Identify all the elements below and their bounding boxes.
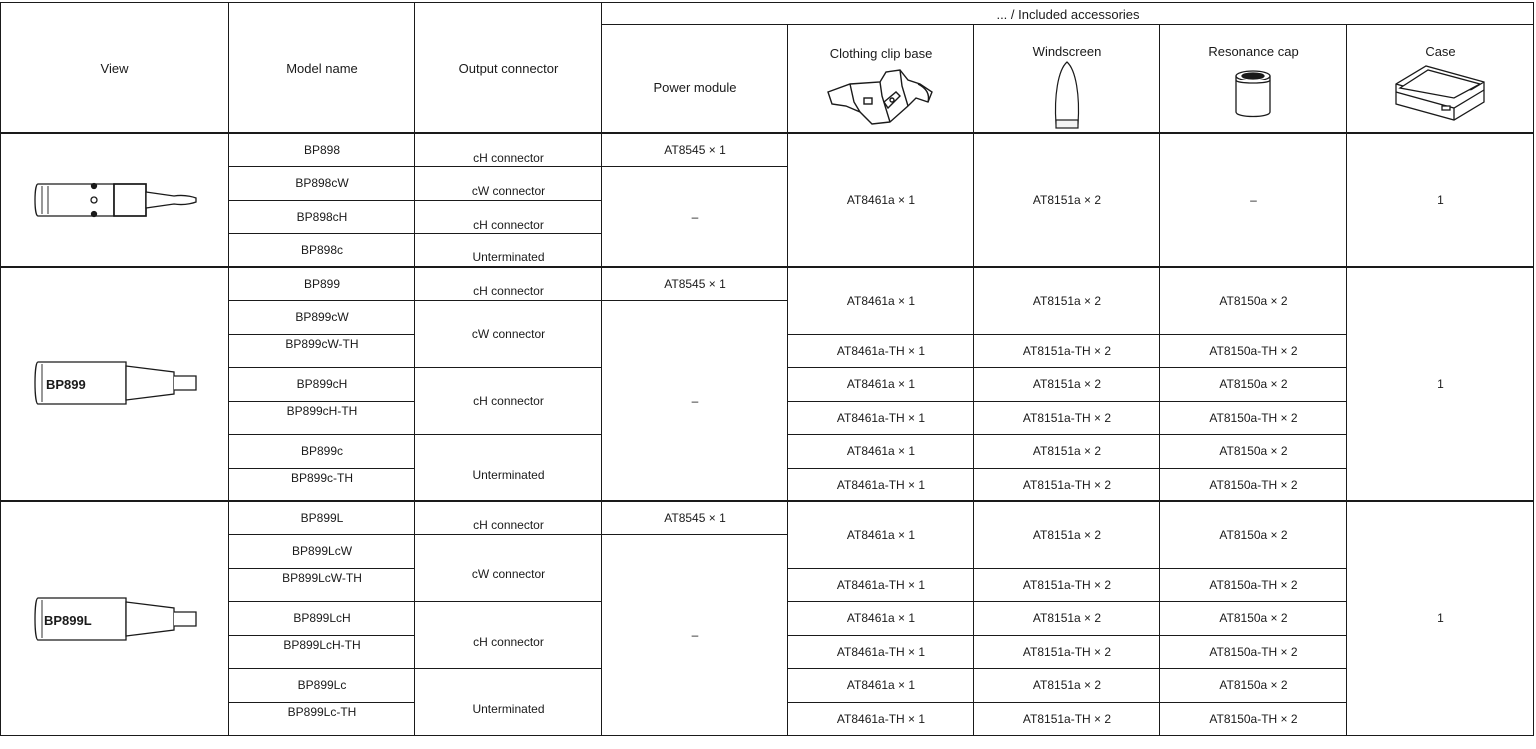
clip-value: AT8461a-TH × 1 [836, 410, 926, 425]
row-divider [228, 233, 602, 234]
power-module: AT8545 × 1 [664, 276, 726, 291]
case-value: 1 [1437, 193, 1444, 207]
power-module: AT8545 × 1 [664, 142, 726, 157]
output-connector: cW connector [471, 184, 546, 198]
row-divider [787, 635, 1347, 636]
clip-value: AT8461a × 1 [846, 377, 916, 391]
clip-value: AT8461a × 1 [846, 193, 916, 207]
windscreen-value: AT8151a-TH × 2 [1022, 477, 1112, 492]
model-name: BP899LcH [293, 611, 351, 625]
microphone-icon [30, 358, 202, 408]
row-divider [787, 468, 1347, 469]
power-module: – [691, 209, 699, 224]
header-power-module: Power module [653, 79, 737, 95]
resonance-value: AT8150a-TH × 2 [1209, 477, 1298, 492]
column-divider [601, 2, 602, 736]
windscreen-value: AT8151a-TH × 2 [1022, 343, 1112, 358]
header-windscreen: Windscreen [1032, 43, 1102, 59]
resonance-value: AT8150a × 2 [1219, 611, 1288, 625]
header-output-connector: Output connector [458, 60, 559, 76]
model-name: BP899c [300, 444, 344, 458]
row-divider [787, 568, 1347, 569]
resonance-value: AT8150a × 2 [1219, 293, 1288, 308]
windscreen-value: AT8151a × 2 [1032, 678, 1102, 692]
clip-value: AT8461a × 1 [846, 444, 916, 458]
model-name: BP898cW [295, 176, 349, 190]
model-name: BP899c-TH [290, 470, 354, 485]
microphone-icon [30, 178, 202, 222]
windscreen-value: AT8151a-TH × 2 [1022, 577, 1112, 592]
output-connector: cH connector [473, 217, 544, 232]
clip-value: AT8461a-TH × 1 [836, 644, 926, 659]
resonance-value: AT8150a × 2 [1219, 377, 1288, 391]
clothing-clip-icon [820, 62, 940, 130]
output-connector: cH connector [473, 634, 544, 649]
row-divider [787, 601, 1347, 602]
windscreen-value: AT8151a × 2 [1032, 193, 1102, 207]
windscreen-value: AT8151a-TH × 2 [1022, 410, 1112, 425]
clip-value: AT8461a-TH × 1 [836, 711, 926, 726]
header-model-name: Model name [286, 60, 358, 76]
clip-value: AT8461a-TH × 1 [836, 477, 926, 492]
model-name: BP899 [303, 276, 341, 291]
windscreen-value: AT8151a × 2 [1032, 444, 1102, 458]
row-divider [228, 401, 415, 402]
clip-value: AT8461a × 1 [846, 527, 916, 542]
output-connector: Unterminated [472, 250, 545, 264]
windscreen-value: AT8151a × 2 [1032, 527, 1102, 542]
header-divider [602, 24, 1534, 25]
output-connector: Unterminated [472, 467, 545, 482]
row-divider [228, 601, 602, 602]
model-name: BP898cH [296, 209, 348, 224]
column-divider [973, 24, 974, 736]
row-divider [787, 401, 1347, 402]
power-module: AT8545 × 1 [664, 510, 726, 525]
clip-value: AT8461a × 1 [846, 611, 916, 625]
row-divider [228, 334, 415, 335]
windscreen-icon [1050, 60, 1084, 132]
header-case: Case [1425, 43, 1456, 59]
model-name: BP899Lc [297, 678, 347, 692]
windscreen-value: AT8151a-TH × 2 [1022, 644, 1112, 659]
row-divider [787, 367, 1347, 368]
output-connector: Unterminated [472, 701, 545, 716]
header-resonance-cap: Resonance cap [1208, 43, 1299, 59]
model-name: BP899cH [296, 377, 348, 391]
output-connector: cH connector [473, 150, 544, 165]
power-module: – [691, 393, 699, 408]
header-view: View [100, 60, 129, 76]
header-included-accessories: ... / Included accessories [996, 6, 1140, 22]
table-border [0, 2, 1534, 3]
row-divider [787, 434, 1347, 435]
model-name: BP899LcH-TH [283, 637, 361, 652]
model-name: BP899LcW-TH [282, 570, 362, 585]
row-divider [228, 702, 415, 703]
row-divider [228, 200, 602, 201]
column-divider [787, 24, 788, 736]
model-name: BP899LcW [291, 544, 353, 558]
resonance-value: AT8150a × 2 [1219, 527, 1288, 542]
case-value: 1 [1437, 377, 1444, 391]
output-connector: cH connector [473, 518, 544, 532]
row-divider [228, 166, 788, 167]
clip-value: AT8461a × 1 [846, 678, 916, 692]
row-divider [228, 300, 788, 301]
clip-value: AT8461a × 1 [846, 293, 916, 308]
model-name: BP899L [300, 510, 344, 525]
output-connector: cH connector [473, 393, 544, 408]
resonance-cap-icon [1230, 68, 1276, 120]
table-border [1533, 2, 1534, 736]
header-clothing-clip-base: Clothing clip base [829, 45, 933, 61]
output-connector: cH connector [473, 284, 544, 298]
windscreen-value: AT8151a × 2 [1032, 293, 1102, 308]
resonance-value: AT8150a-TH × 2 [1209, 343, 1298, 358]
column-divider [414, 2, 415, 736]
case-value: 1 [1437, 611, 1444, 625]
resonance-value: AT8150a-TH × 2 [1209, 644, 1298, 659]
table-border [0, 2, 1, 736]
column-divider [1346, 24, 1347, 736]
clip-value: AT8461a-TH × 1 [836, 343, 926, 358]
table-border [0, 735, 1534, 736]
row-divider [228, 434, 602, 435]
clip-value: AT8461a-TH × 1 [836, 577, 926, 592]
power-module: – [691, 627, 699, 642]
model-name: BP898 [303, 142, 341, 157]
row-divider [228, 668, 602, 669]
row-divider [228, 568, 415, 569]
mic-label: BP899L [44, 613, 92, 628]
header-bottom-border [0, 132, 1534, 134]
resonance-value: AT8150a-TH × 2 [1209, 711, 1298, 726]
resonance-value: AT8150a × 2 [1219, 678, 1288, 692]
output-connector: cW connector [471, 326, 546, 341]
resonance-value: – [1250, 193, 1257, 207]
row-divider [787, 334, 1347, 335]
row-divider [228, 534, 788, 535]
group-divider [0, 500, 1534, 502]
windscreen-value: AT8151a × 2 [1032, 611, 1102, 625]
resonance-value: AT8150a-TH × 2 [1209, 410, 1298, 425]
model-name: BP898c [300, 243, 344, 257]
row-divider [787, 668, 1347, 669]
output-connector: cW connector [471, 567, 546, 581]
case-icon [1392, 62, 1488, 124]
row-divider [228, 367, 602, 368]
model-name: BP899cW-TH [285, 336, 359, 351]
mic-label: BP899 [46, 377, 86, 392]
model-name: BP899cW [295, 310, 349, 324]
row-divider [228, 635, 415, 636]
microphone-icon [30, 594, 202, 644]
row-divider [787, 702, 1347, 703]
column-divider [228, 2, 229, 736]
column-divider [1159, 24, 1160, 736]
model-name: BP899Lc-TH [287, 704, 357, 719]
group-divider [0, 266, 1534, 268]
resonance-value: AT8150a × 2 [1219, 444, 1288, 458]
model-name: BP899cH-TH [286, 403, 358, 418]
windscreen-value: AT8151a × 2 [1032, 377, 1102, 391]
row-divider [228, 468, 415, 469]
resonance-value: AT8150a-TH × 2 [1209, 577, 1298, 592]
windscreen-value: AT8151a-TH × 2 [1022, 711, 1112, 726]
